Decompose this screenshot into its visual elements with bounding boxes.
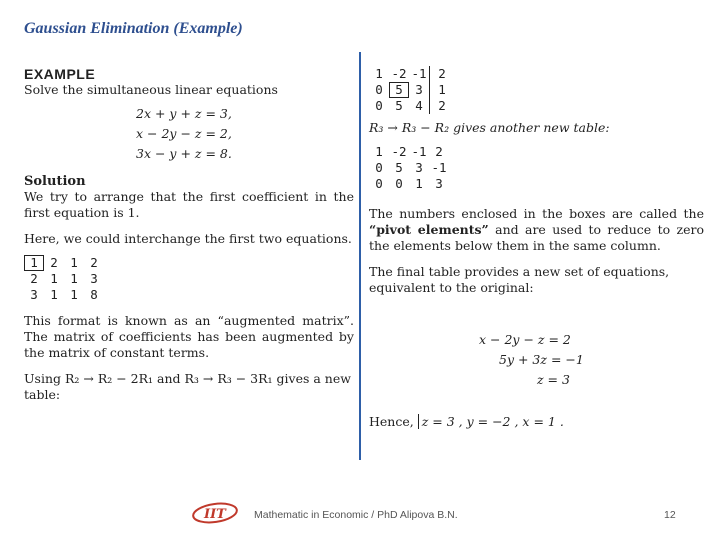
equation-2: x − 2y − z = 2,	[136, 126, 232, 141]
solution-line	[369, 414, 704, 429]
matrix-cell: 3	[30, 287, 38, 302]
matrix-row	[369, 82, 704, 98]
matrix-cell: 5	[395, 160, 403, 175]
row-operation-paragraph: Using R₂ → R₂ − 2R₁ and R₃ → R₃ − 3R₁ gives a new table:	[24, 371, 351, 402]
matrix-cell: 2	[429, 66, 452, 82]
equation-1: 2x + y + z = 3,	[136, 106, 232, 121]
matrix-cell: 0	[375, 160, 383, 175]
matrix-cell: 1	[375, 144, 383, 159]
pivot-explanation	[369, 206, 704, 254]
matrix-cell: -1	[431, 160, 447, 175]
matrix-row	[369, 176, 704, 192]
pivot-cell: 5	[389, 82, 409, 98]
final-solution: z = 3 , y = −2 , x = 1 .	[418, 414, 564, 429]
hence-label: Hence,	[369, 414, 414, 429]
matrix-row	[369, 160, 704, 176]
matrix-cell: 2	[429, 98, 452, 114]
matrix-cell: 1	[70, 255, 78, 270]
matrix-cell: 3	[415, 160, 423, 175]
footer-text: Mathematic in Economic / PhD Alipova B.N.	[254, 509, 458, 521]
pivot-text-start: The numbers enclosed in the boxes are called the	[369, 206, 704, 221]
matrix-cell: -2	[391, 144, 407, 159]
institution-logo	[192, 502, 238, 528]
final-equation-2: 5y + 3z = −1	[499, 352, 584, 367]
augmented-matrix-paragraph: This format is known as an “augmented matrix”. The matrix of coefficients has been augmented by the matrix of constant terms.	[24, 313, 354, 360]
right-column	[369, 66, 704, 429]
matrix-row	[24, 271, 354, 287]
solution-heading: Solution	[24, 174, 86, 189]
matrix-row	[24, 255, 354, 271]
matrix-cell: 1	[415, 176, 423, 191]
matrix-cell: 1	[375, 66, 383, 81]
example-heading: EXAMPLE	[24, 66, 96, 82]
r3-operation-text: R₃ → R₃ − R₂ gives another new table:	[369, 120, 610, 135]
matrix-row	[369, 66, 704, 82]
solution-paragraph-1: We try to arrange that the first coefficient in the first equation is 1.	[24, 189, 354, 220]
augmented-matrix-1	[24, 255, 354, 303]
final-equation-1: x − 2y − z = 2	[479, 332, 571, 347]
matrix-cell: 1	[50, 287, 58, 302]
logo-text: IIT	[204, 507, 226, 522]
equation-3: 3x − y + z = 8.	[136, 146, 232, 161]
slide-title: Gaussian Elimination (Example)	[24, 20, 243, 37]
matrix-cell: -1	[411, 144, 427, 159]
matrix-cell: 1	[70, 271, 78, 286]
example-intro: Solve the simultaneous linear equations	[24, 82, 278, 97]
matrix-cell: 0	[375, 176, 383, 191]
matrix-row	[369, 98, 704, 114]
matrix-cell: 1	[429, 82, 452, 98]
matrix-cell: 4	[415, 98, 423, 113]
final-equation-3: z = 3	[537, 372, 570, 387]
matrix-cell: 8	[90, 287, 98, 302]
original-equations	[136, 104, 354, 164]
matrix-cell: -2	[391, 66, 407, 81]
page-number: 12	[664, 509, 676, 521]
pivot-cell: 1	[24, 255, 44, 271]
pivot-term: “pivot elements”	[369, 222, 489, 237]
matrix-cell: 3	[90, 271, 98, 286]
augmented-matrix-3	[369, 144, 704, 192]
matrix-cell: 5	[395, 98, 403, 113]
solution-paragraph-2: Here, we could interchange the first two equations.	[24, 231, 352, 246]
matrix-cell: 1	[50, 271, 58, 286]
final-table-paragraph: The final table provides a new set of equations, equivalent to the original:	[369, 264, 670, 295]
column-divider	[359, 52, 361, 460]
matrix-cell: 2	[50, 255, 58, 270]
matrix-cell: 2	[30, 271, 38, 286]
final-equations	[479, 330, 704, 390]
matrix-cell: 3	[435, 176, 443, 191]
matrix-cell: 1	[70, 287, 78, 302]
pivot-text-end: and are used to reduce to zero the elements below them in the same column.	[369, 222, 704, 253]
left-column	[24, 66, 354, 403]
matrix-cell: 2	[435, 144, 443, 159]
matrix-cell: -1	[411, 66, 427, 81]
matrix-cell: 2	[90, 255, 98, 270]
matrix-row	[369, 144, 704, 160]
matrix-cell: 3	[415, 82, 423, 97]
matrix-cell: 0	[395, 176, 403, 191]
matrix-cell: 0	[375, 98, 383, 113]
matrix-row	[24, 287, 354, 303]
augmented-matrix-2	[369, 66, 704, 114]
matrix-cell: 0	[375, 82, 383, 97]
